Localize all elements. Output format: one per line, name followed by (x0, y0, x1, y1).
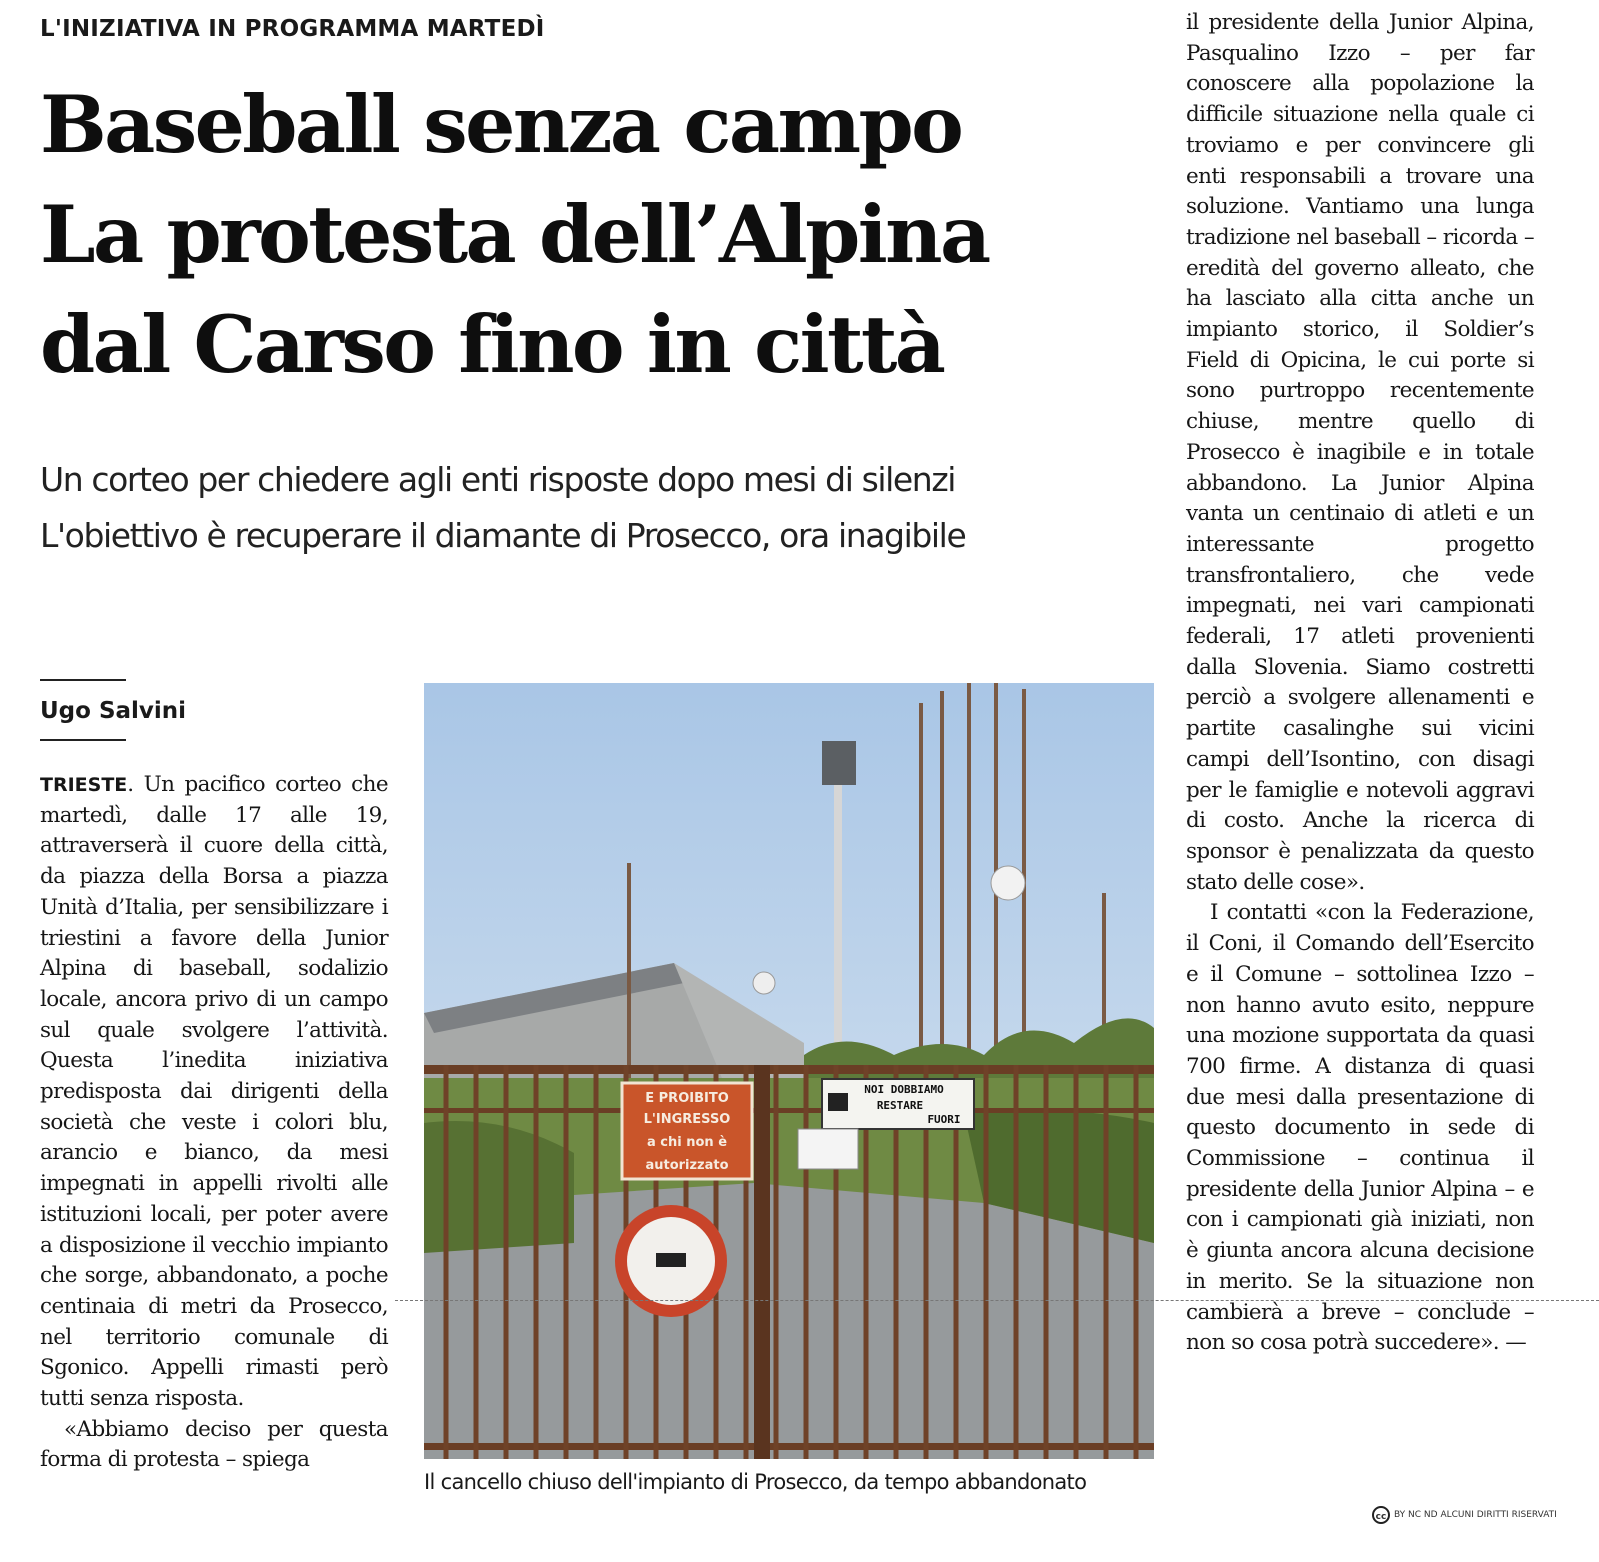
sign-left-line: E PROIBITO (645, 1091, 729, 1106)
sign-right-line: FUORI (927, 1113, 961, 1126)
creative-commons-icon: cc (1372, 1506, 1390, 1524)
sign-right-line: RESTARE (876, 1099, 924, 1112)
byline-rule-bottom (40, 739, 126, 741)
body-paragraph: il presidente della Junior Alpina, Pasqualino Izzo – per far conoscere alla popolazione la difficile situazione nella quale ci troviamo e per convincere gli enti responsabili a trovare una soluzione. Vantiamo una lunga tradizione nel baseball – ricorda – eredità del governo alleato, che ha lasciato alla citta anche un impianto storico, il Soldier’s Field di Opicina, le cui porte si sono purtroppo recentemente chiuse, mentre quello di Prosecco è inagibile e in totale abbandono. La Junior Alpina vanta un centinaio di atleti e un interessante progetto transfrontaliero, che vede impegnati, nei vari campionati federali, 17 atleti provenienti dalla Slovenia. Siamo costretti perciò a svolgere allenamenti e partite casalinghe sui vicini campi dell’Isontino, con disagi per le famiglie e notevoli aggravi di costo. Anche la ricerca di sponsor è penalizzata da questo stato delle cose». (1186, 10, 1534, 895)
subheadline (40, 452, 1200, 564)
byline: Ugo Salvini (40, 698, 187, 724)
photo-caption: Il cancello chiuso dell'impianto di Prosecco, da tempo abbandonato (424, 1470, 1087, 1494)
headline (40, 70, 1180, 400)
photo-sign-left (622, 1083, 752, 1179)
photo-lamp (991, 866, 1025, 900)
scan-dashed-line (395, 1300, 1599, 1301)
body-paragraph: I contatti «con la Federazione, il Coni, il Comando dell’Esercito e il Comune – sottolinea Izzo – non hanno avuto esito, neppure una mozione supportata da quasi 700 firme. A distanza di quasi due mesi dalla presentazione di questo documento in sede di Commissione – continua il presidente della Junior Alpina – e con i campionati già iniziati, non è giunta ancora alcuna decisione in merito. Se la situazione non cambierà a breve – conclude – non so cosa potrà succedere». — (1186, 900, 1534, 1356)
sign-right-line: NOI DOBBIAMO (864, 1083, 944, 1096)
subhead-line-2: L'obiettivo è recuperare il diamante di Prosecco, ora inagibile (40, 516, 966, 555)
license-note (1372, 1506, 1557, 1524)
body-text: . Un pacifico corteo che martedì, dalle 17 alle 19, attraverserà il cuore della città, da piazza della Borsa a piazza Unità d’Italia, per sensibilizzare i triestini a favore della Junior Alpina di baseball, sodalizio locale, ancora privo di un campo sul quale svolgere l’attività. Questa l’inedita iniziativa predisposta dai dirigenti della società che veste i colori blu, arancio e bianco, da mesi impegnati in appelli rivolti alle istituzioni locali, per poter avere a disposizione il vecchio impianto che sorge, abbandonato, a poche centinaia di metri da Prosecco, nel territorio comunale di Sgonico. Appelli rimasti però tutti senza risposta. (40, 772, 388, 1412)
photo-gate-post (754, 1065, 770, 1459)
body-paragraph: «Abbiamo deciso per questa forma di protesta – spiega (40, 1416, 388, 1473)
kicker: L'INIZIATIVA IN PROGRAMMA MARTEDÌ (40, 16, 545, 42)
license-text: BY NC ND ALCUNI DIRITTI RISERVATI (1394, 1510, 1557, 1520)
photo-light-tower (834, 743, 842, 1063)
headline-line-1: Baseball senza campo (40, 78, 962, 171)
sign-left-line: L'INGRESSO (643, 1112, 731, 1127)
byline-rule-top (40, 679, 126, 681)
sign-left-line: autorizzato (645, 1158, 729, 1173)
dateline: TRIESTE (40, 774, 128, 796)
body-column-right (1186, 8, 1534, 1359)
body-paragraph (40, 770, 388, 1415)
subhead-line-1: Un corteo per chiedere agli enti risposte dopo mesi di silenzi (40, 460, 956, 499)
photo-sign-right (822, 1079, 974, 1129)
body-column-left (40, 770, 388, 1476)
headline-line-3: dal Carso fino in città (40, 298, 944, 391)
article-photo (424, 683, 1154, 1459)
sign-left-line: a chi non è (646, 1135, 728, 1150)
headline-line-2: La protesta dell’Alpina (40, 188, 989, 281)
